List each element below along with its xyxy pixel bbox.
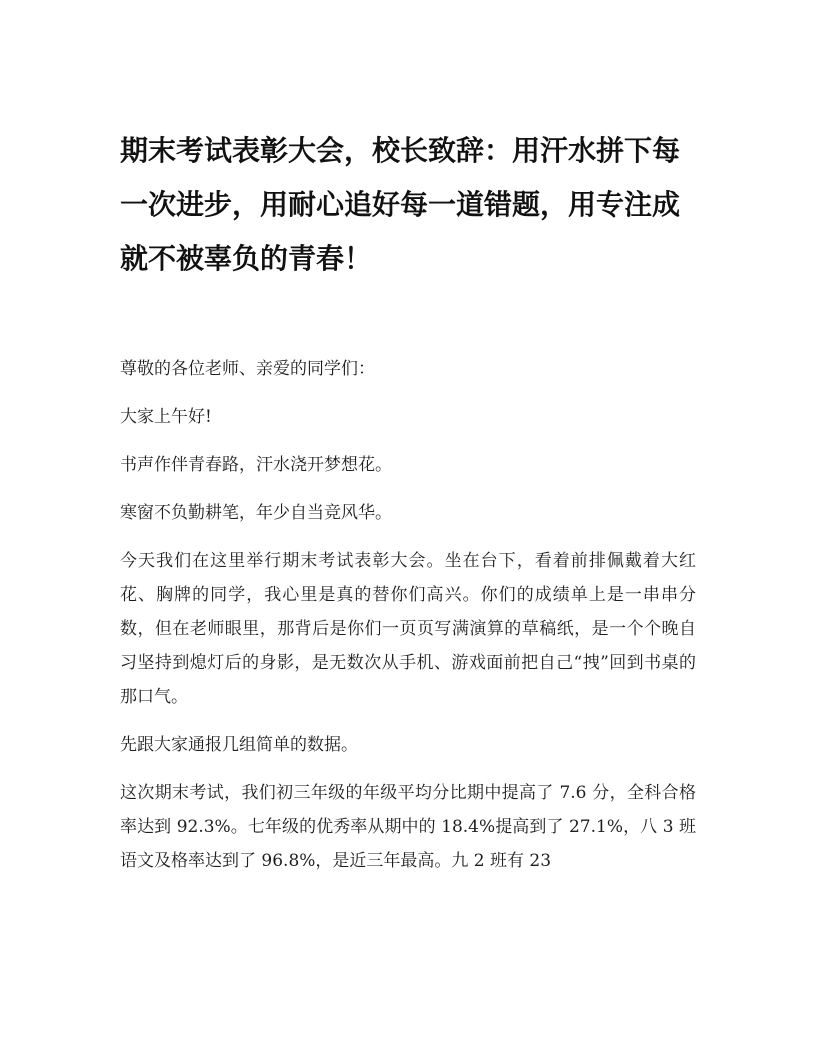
document-title: 期末考试表彰大会，校长致辞：用汗水拼下每一次进步，用耐心追好每一道错题，用专注成就不被辜负的青春！: [120, 134, 681, 275]
paragraph-salutation: 尊敬的各位老师、亲爱的同学们：: [120, 359, 375, 379]
paragraph-statistics: 这次期末考试，我们初三年级的年级平均分比期中提高了 7.6 分，全科合格率达到 92.3%。七年级的优秀率从期中的 18.4%提高到了 27.1%，八 3 班语文及格率达到了 96.8%，是近三年最高。九 2 班有 23: [120, 783, 696, 871]
paragraph-couplet-line-2: 寒窗不负勤耕笔，年少自当竞风华。: [120, 503, 392, 523]
paragraph-greeting: 大家上午好!: [120, 407, 212, 427]
document-page: [120, 0, 696, 1056]
paragraph-opening: 今天我们在这里举行期末考试表彰大会。坐在台下，看着前排佩戴着大红花、胸牌的同学，我心里是真的替你们高兴。你们的成绩单上是一串串分数，但在老师眼里，那背后是你们一页页写满演算的草稿纸，是一个个晚自习坚持到熄灯后的身影，是无数次从手机、游戏面前把自己“拽”回到书桌的那口气。: [120, 551, 696, 707]
paragraph-couplet-line-1: 书声作伴青春路，汗水浇开梦想花。: [120, 455, 392, 475]
paragraph-data-intro: 先跟大家通报几组简单的数据。: [120, 735, 358, 755]
document-body: [120, 352, 696, 892]
